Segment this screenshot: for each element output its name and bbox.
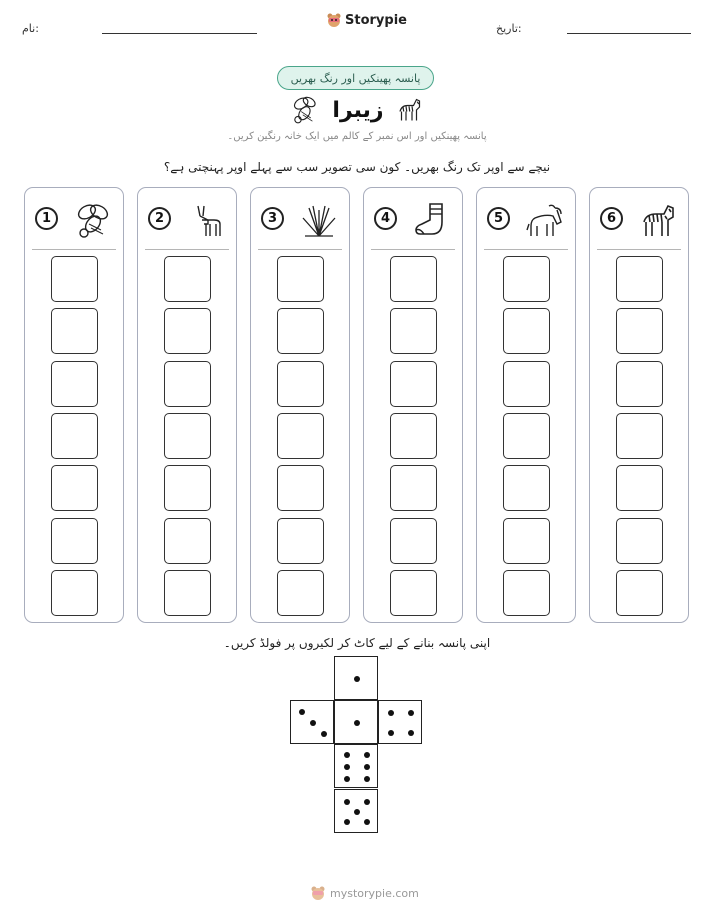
color-box[interactable] bbox=[164, 518, 211, 564]
color-box[interactable] bbox=[277, 413, 324, 459]
column-number: 6 bbox=[600, 207, 623, 230]
color-box[interactable] bbox=[277, 308, 324, 354]
color-box[interactable] bbox=[503, 308, 550, 354]
color-box[interactable] bbox=[51, 413, 98, 459]
color-box[interactable] bbox=[277, 361, 324, 407]
color-box[interactable] bbox=[390, 413, 437, 459]
color-box[interactable] bbox=[616, 308, 663, 354]
color-box[interactable] bbox=[616, 361, 663, 407]
die-pip bbox=[344, 799, 350, 805]
sock-icon bbox=[412, 200, 452, 240]
page-title: زیبرا bbox=[332, 97, 384, 123]
column-divider bbox=[258, 249, 342, 250]
color-box[interactable] bbox=[616, 518, 663, 564]
cut-instruction: اپنی پانسہ بنانے کے لیے کاٹ کر لکیروں پر فولڈ کریں۔ bbox=[223, 636, 491, 650]
die-pip bbox=[344, 819, 350, 825]
die-pip bbox=[364, 819, 370, 825]
storypie-logo bbox=[326, 12, 407, 28]
color-box[interactable] bbox=[616, 465, 663, 511]
color-box[interactable] bbox=[277, 518, 324, 564]
footer-url: mystorypie.com bbox=[330, 886, 419, 900]
die-pip bbox=[364, 799, 370, 805]
die-pip bbox=[344, 764, 350, 770]
color-box[interactable] bbox=[164, 308, 211, 354]
die-pip bbox=[364, 776, 370, 782]
die-pip bbox=[354, 809, 360, 815]
color-box[interactable] bbox=[390, 361, 437, 407]
die-pip bbox=[321, 731, 327, 737]
activity-pill: پانسہ پھینکیں اور رنگ بھریں bbox=[277, 66, 434, 90]
die-face-1 bbox=[334, 656, 378, 700]
column-3 bbox=[250, 187, 350, 623]
color-box[interactable] bbox=[164, 256, 211, 302]
die-pip bbox=[310, 720, 316, 726]
column-5 bbox=[476, 187, 576, 623]
die-pip bbox=[408, 730, 414, 736]
die-face-3 bbox=[290, 700, 334, 744]
bear-logo-icon bbox=[326, 12, 342, 28]
die-pip bbox=[364, 752, 370, 758]
color-box[interactable] bbox=[51, 256, 98, 302]
die-face-6 bbox=[334, 744, 378, 788]
title-row bbox=[0, 92, 714, 128]
die-pip bbox=[354, 720, 360, 726]
column-divider bbox=[32, 249, 116, 250]
name-label: نام: bbox=[22, 22, 39, 35]
die-pip bbox=[344, 752, 350, 758]
fly-icon bbox=[290, 94, 322, 126]
die-pip bbox=[344, 776, 350, 782]
name-line[interactable] bbox=[102, 33, 257, 34]
color-box[interactable] bbox=[51, 570, 98, 616]
color-box[interactable] bbox=[164, 465, 211, 511]
color-box[interactable] bbox=[164, 413, 211, 459]
die-face-1 bbox=[334, 700, 378, 744]
die-pip bbox=[388, 730, 394, 736]
color-box[interactable] bbox=[503, 465, 550, 511]
color-box[interactable] bbox=[503, 256, 550, 302]
color-box[interactable] bbox=[277, 465, 324, 511]
column-2 bbox=[137, 187, 237, 623]
footer bbox=[310, 885, 419, 901]
color-box[interactable] bbox=[390, 256, 437, 302]
die-face-4 bbox=[378, 700, 422, 744]
die-pip bbox=[364, 764, 370, 770]
column-divider bbox=[597, 249, 681, 250]
date-line[interactable] bbox=[567, 33, 691, 34]
color-box[interactable] bbox=[277, 570, 324, 616]
color-box[interactable] bbox=[164, 570, 211, 616]
column-number: 5 bbox=[487, 207, 510, 230]
color-box[interactable] bbox=[503, 413, 550, 459]
color-box[interactable] bbox=[390, 465, 437, 511]
fly-icon bbox=[73, 200, 113, 240]
color-box[interactable] bbox=[51, 361, 98, 407]
date-label: تاریخ: bbox=[496, 22, 522, 35]
color-box[interactable] bbox=[616, 413, 663, 459]
column-number: 1 bbox=[35, 207, 58, 230]
bear-logo-icon bbox=[310, 885, 326, 901]
zebra-icon bbox=[394, 95, 424, 125]
color-box[interactable] bbox=[51, 518, 98, 564]
die-pip bbox=[408, 710, 414, 716]
color-box[interactable] bbox=[277, 256, 324, 302]
color-box[interactable] bbox=[503, 361, 550, 407]
logo-text: Storypie bbox=[345, 12, 407, 28]
color-box[interactable] bbox=[503, 518, 550, 564]
color-box[interactable] bbox=[503, 570, 550, 616]
color-box[interactable] bbox=[164, 361, 211, 407]
die-pip bbox=[354, 676, 360, 682]
column-divider bbox=[484, 249, 568, 250]
grass-icon bbox=[299, 200, 339, 240]
question: نیچے سے اوپر تک رنگ بھریں۔ کون سی تصویر سب سے پہلے اوپر پہنچتی ہے؟ bbox=[163, 160, 551, 174]
die-pip bbox=[299, 709, 305, 715]
die-pip bbox=[388, 710, 394, 716]
color-box[interactable] bbox=[390, 308, 437, 354]
column-number: 4 bbox=[374, 207, 397, 230]
column-divider bbox=[371, 249, 455, 250]
zebra-icon bbox=[638, 200, 678, 240]
die-face-5 bbox=[334, 789, 378, 833]
antelope-icon bbox=[186, 200, 226, 240]
subtitle: پانسہ پھینکیں اور اس نمبر کے کالم میں ایک خانہ رنگین کریں۔ bbox=[227, 131, 487, 142]
color-box[interactable] bbox=[390, 570, 437, 616]
wildebeest-icon bbox=[525, 200, 565, 240]
color-box[interactable] bbox=[616, 256, 663, 302]
color-box[interactable] bbox=[51, 465, 98, 511]
column-divider bbox=[145, 249, 229, 250]
color-box[interactable] bbox=[390, 518, 437, 564]
color-box[interactable] bbox=[616, 570, 663, 616]
column-4 bbox=[363, 187, 463, 623]
column-1 bbox=[24, 187, 124, 623]
color-box[interactable] bbox=[51, 308, 98, 354]
column-number: 3 bbox=[261, 207, 284, 230]
column-number: 2 bbox=[148, 207, 171, 230]
column-6 bbox=[589, 187, 689, 623]
